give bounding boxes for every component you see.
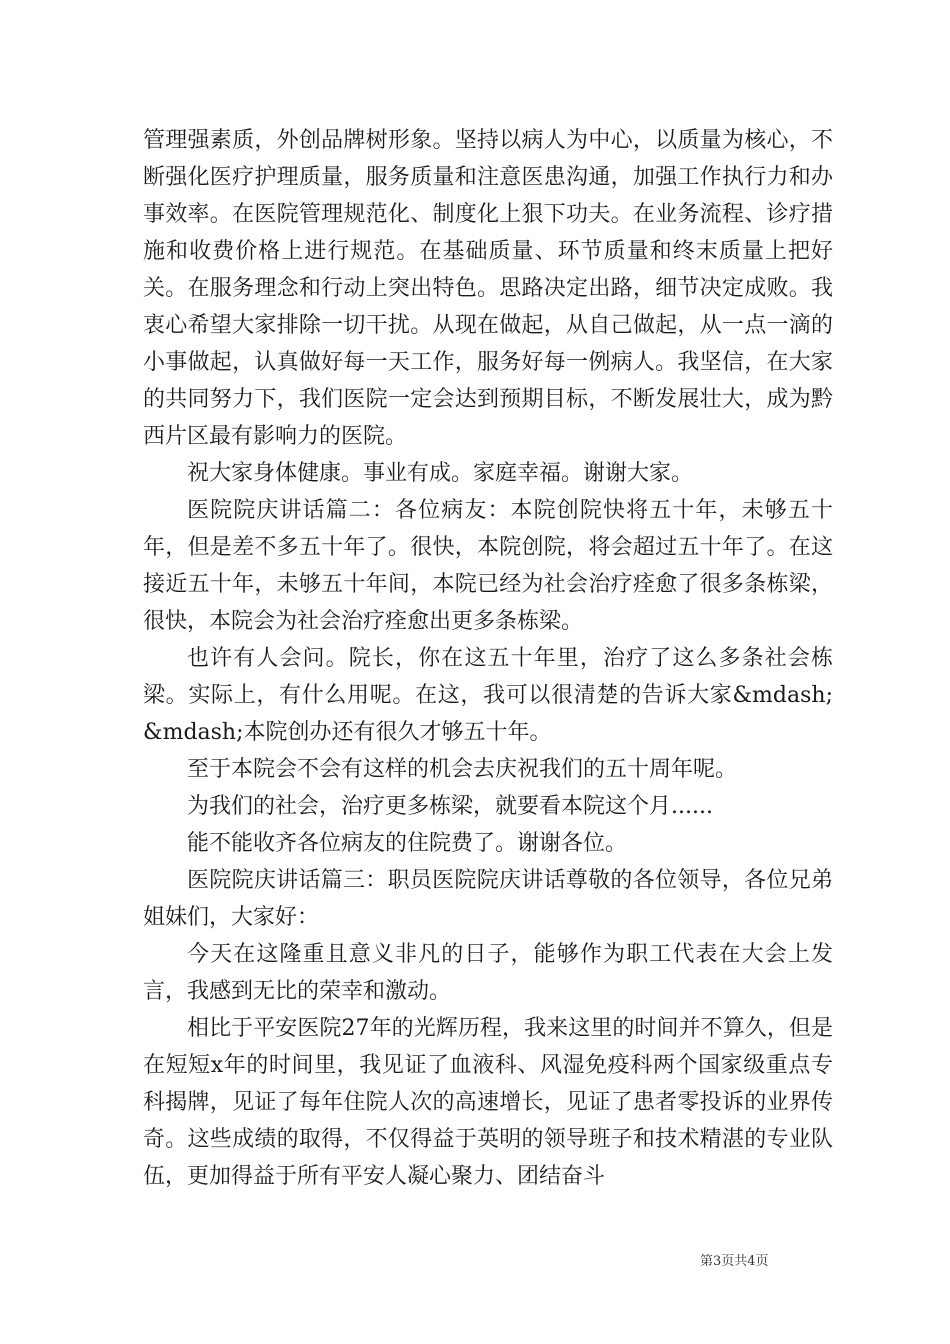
paragraph-7: 能不能收齐各位病友的住院费了。谢谢各位。: [187, 831, 628, 856]
paragraph-3: 医院院庆讲话篇二：各位病友：本院创院快将五十年，未够五十年，但是差不多五十年了。很快，本院创院，将会超过五十年了。在这接近五十年，未够五十年间，本院已经为社会治疗痊愈了很多条栋梁，很快，本院会为社会治疗痊愈出更多条栋梁。: [143, 498, 833, 634]
paragraph-2: 祝大家身体健康。事业有成。家庭幸福。谢谢大家。: [187, 461, 694, 486]
paragraph-5: 至于本院会不会有这样的机会去庆祝我们的五十周年呢。: [187, 757, 738, 782]
document-body: [143, 122, 833, 1195]
paragraph-6: 为我们的社会，治疗更多栋梁，就要看本院这个月......: [187, 794, 713, 819]
paragraph-10: 相比于平安医院27年的光辉历程，我来这里的时间并不算久，但是在短短x年的时间里，我见证了血液科、风湿免疫科两个国家级重点专科揭牌，见证了每年住院人次的高速增长，见证了患者零投诉的业界传奇。这些成绩的取得，不仅得益于英明的领导班子和技术精湛的专业队伍，更加得益于所有平安人凝心聚力、团结奋斗: [143, 1016, 833, 1189]
page-number-footer: 第3页共4页: [700, 1254, 769, 1269]
paragraph-4: 也许有人会问。院长，你在这五十年里，治疗了这么多条社会栋梁。实际上，有什么用呢。在这，我可以很清楚的告诉大家&mdash;&mdash;本院创办还有很久才够五十年。: [143, 646, 833, 745]
paragraph-8: 医院院庆讲话篇三：职员医院院庆讲话尊敬的各位领导，各位兄弟姐妹们，大家好：: [143, 868, 833, 930]
paragraph-9: 今天在这隆重且意义非凡的日子，能够作为职工代表在大会上发言，我感到无比的荣幸和激动。: [143, 942, 833, 1004]
paragraph-1: 管理强素质，外创品牌树形象。坚持以病人为中心，以质量为核心，不断强化医疗护理质量，服务质量和注意医患沟通，加强工作执行力和办事效率。在医院管理规范化、制度化上狠下功夫。在业务流程、诊疗措施和收费价格上进行规范。在基础质量、环节质量和终末质量上把好关。在服务理念和行动上突出特色。思路决定出路，细节决定成败。我衷心希望大家排除一切干扰。从现在做起，从自己做起，从一点一滴的小事做起，认真做好每一天工作，服务好每一例病人。我坚信，在大家的共同努力下，我们医院一定会达到预期目标，不断发展壮大，成为黔西片区最有影响力的医院。: [143, 128, 833, 449]
